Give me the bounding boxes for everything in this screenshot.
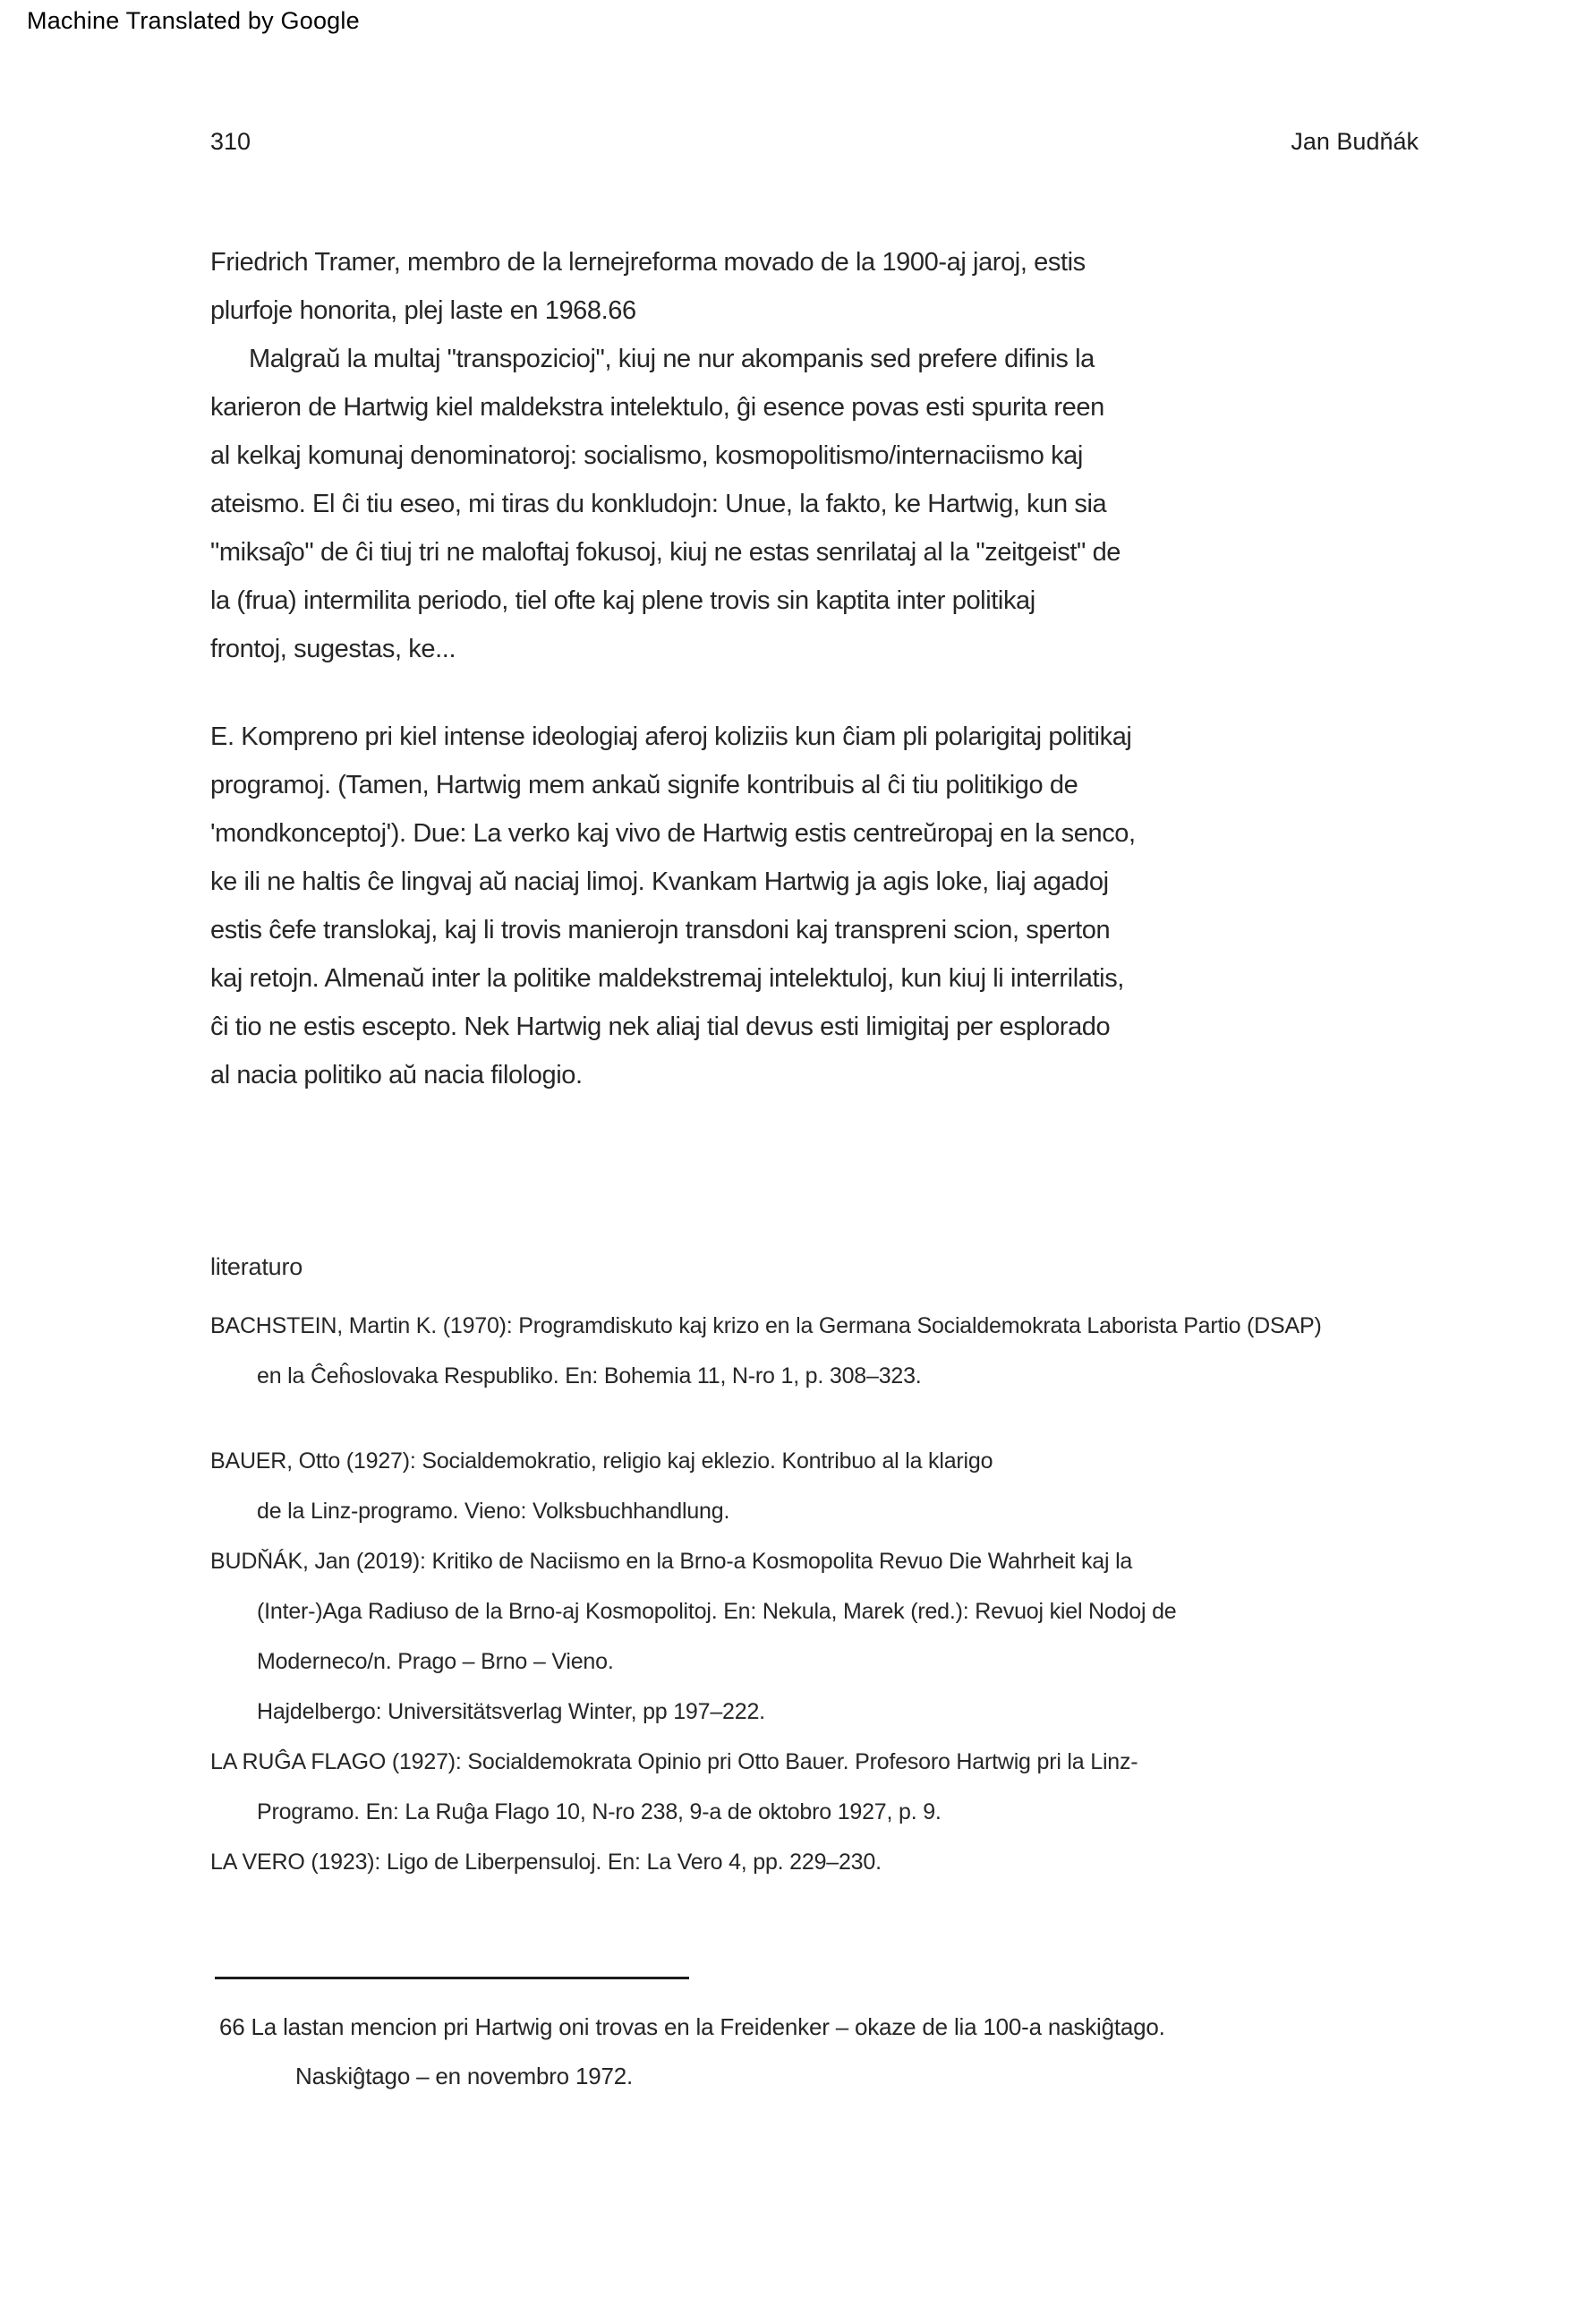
text-line: BACHSTEIN, Martin K. (1970): Programdiskuto kaj krizo en la Germana Socialdemokrata Laborista Partio (DSAP): [210, 1313, 1322, 1338]
text-line: karieron de Hartwig kiel maldekstra intelektulo, ĝi esence povas esti spurita reen: [210, 393, 1104, 422]
page-content: [210, 0, 1419, 2101]
footnote-block: [210, 1977, 1419, 2101]
text-line: de la Linz-programo. Vieno: Volksbuchhandlung.: [257, 1499, 730, 1524]
literature-heading: literaturo: [210, 1253, 303, 1280]
text-line: ĉi tio ne estis escepto. Nek Hartwig nek aliaj tial devus esti limigitaj per esplorado: [210, 1012, 1111, 1041]
footnote-separator: [215, 1977, 689, 1979]
text-line: ke ili ne haltis ĉe lingvaj aŭ naciaj limoj. Kvankam Hartwig ja agis loke, liaj agadoj: [210, 867, 1109, 896]
text-line: plurfoje honorita, plej laste en 1968.66: [210, 296, 636, 325]
machine-translated-banner: Machine Translated by Google: [27, 7, 360, 34]
text-line: BUDŇÁK, Jan (2019): Kritiko de Naciismo en la Brno-a Kosmopolita Revuo Die Wahrheit kaj la: [210, 1549, 1133, 1574]
text-line: 66 La lastan mencion pri Hartwig oni trovas en la Freidenker – okaze de lia 100-a naskiĝtago.: [219, 2013, 1165, 2040]
text-line: "miksaĵo" de ĉi tiuj tri ne maloftaj fokusoj, kiuj ne estas senrilataj al la "zeitgeist" de: [210, 538, 1121, 567]
text-line: al kelkaj komunaj denominatoroj: socialismo, kosmopolitismo/internaciismo kaj: [210, 441, 1083, 470]
text-line: Friedrich Tramer, membro de la lernejreforma movado de la 1900-aj jaroj, estis: [210, 248, 1086, 277]
body-paragraph-2: [210, 335, 1419, 673]
text-line: frontoj, sugestas, ke...: [210, 635, 456, 663]
footnote: [210, 2003, 1419, 2101]
running-head-author: Jan Budňák: [1291, 128, 1419, 155]
text-line: Naskiĝtago – en novembro 1972.: [295, 2063, 634, 2089]
text-line: en la Ĉeĥoslovaka Respubliko. En: Bohemia 11, N-ro 1, p. 308–323.: [257, 1363, 922, 1388]
running-header: [210, 128, 1419, 156]
text-line: Hajdelbergo: Universitätsverlag Winter, pp 197–222.: [257, 1699, 765, 1724]
body-paragraph-3: [210, 713, 1419, 1099]
text-line: programoj. (Tamen, Hartwig mem ankaŭ signife kontribuis al ĉi tiu politikigo de: [210, 771, 1078, 799]
text-line: (Inter-)Aga Radiuso de la Brno-aj Kosmopolitoj. En: Nekula, Marek (red.): Revuoj kiel Nodoj de: [257, 1599, 1177, 1624]
bibliography-entry-ruga-flago: [210, 1737, 1419, 1837]
text-line: estis ĉefe translokaj, kaj li trovis manierojn transdoni kaj transpreni scion, sperton: [210, 916, 1111, 944]
text-line: kaj retojn. Almenaŭ inter la politike maldekstremaj intelektuloj, kun kiuj li interrilatis,: [210, 964, 1124, 993]
body-paragraph-1: [210, 238, 1419, 335]
bibliography-entry-la-vero: [210, 1837, 1419, 1887]
text-line: Moderneco/n. Prago – Brno – Vieno.: [257, 1649, 614, 1674]
text-line: la (frua) intermilita periodo, tiel ofte kaj plene trovis sin kaptita inter politikaj: [210, 586, 1035, 615]
bibliography-entry-bachstein: [210, 1301, 1419, 1401]
text-line: al nacia politiko aŭ nacia filologio.: [210, 1061, 583, 1089]
text-line: 'mondkonceptoj'). Due: La verko kaj vivo de Hartwig estis centreŭropaj en la senco,: [210, 819, 1136, 848]
bibliography-entry-budnak: [210, 1536, 1419, 1737]
bibliography-entry-bauer: [210, 1436, 1419, 1536]
text-line: LA RUĜA FLAGO (1927): Socialdemokrata Opinio pri Otto Bauer. Profesoro Hartwig pri la Linz-: [210, 1749, 1138, 1774]
text-line: BAUER, Otto (1927): Socialdemokratio, religio kaj eklezio. Kontribuo al la klarigo: [210, 1448, 993, 1474]
bibliography-list: [210, 1301, 1419, 1887]
page-number: 310: [210, 128, 251, 155]
body-text: [210, 238, 1419, 1099]
text-line: ateismo. El ĉi tiu eseo, mi tiras du konkludojn: Unue, la fakto, ke Hartwig, kun sia: [210, 490, 1107, 518]
text-line: Programo. En: La Ruĝa Flago 10, N-ro 238, 9-a de oktobro 1927, p. 9.: [257, 1799, 942, 1824]
text-line: Malgraŭ la multaj "transpozicioj", kiuj ne nur akompanis sed prefere difinis la: [249, 345, 1095, 373]
text-line: LA VERO (1923): Ligo de Liberpensuloj. En: La Vero 4, pp. 229–230.: [210, 1850, 882, 1875]
text-line: E. Kompreno pri kiel intense ideologiaj aferoj koliziis kun ĉiam pli polarigitaj politikaj: [210, 722, 1132, 751]
